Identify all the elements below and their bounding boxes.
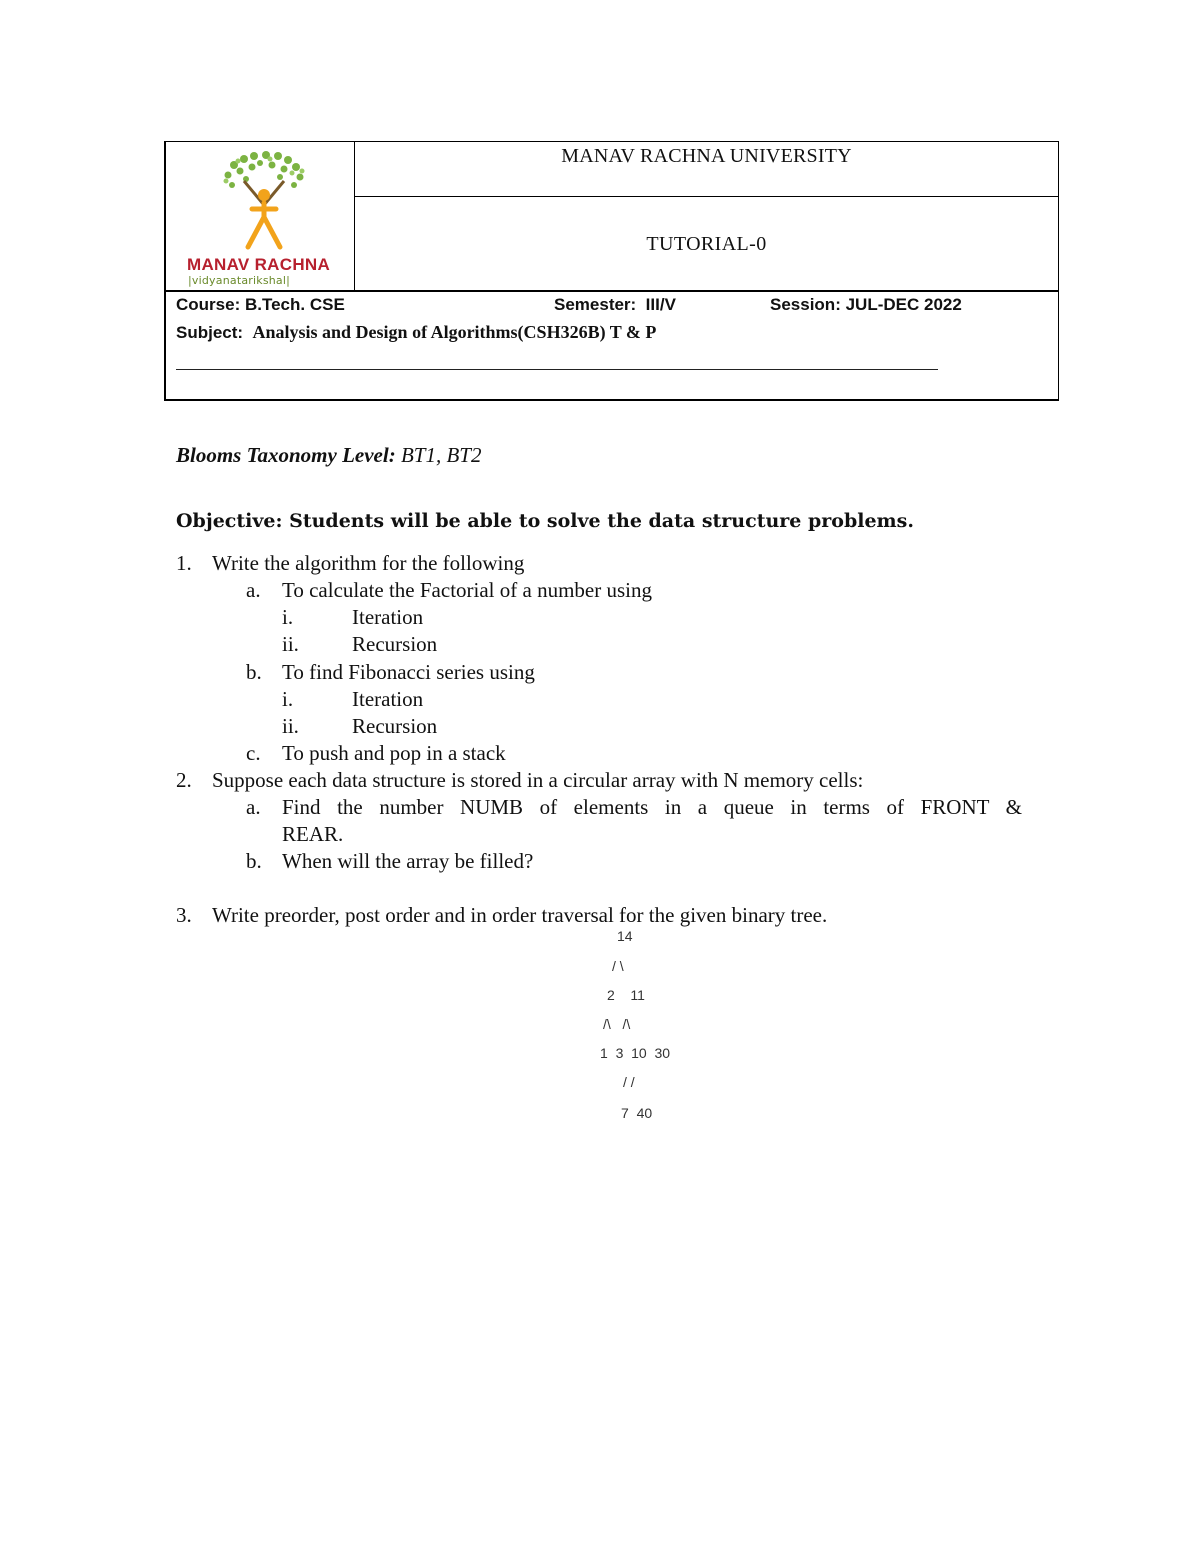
header-border-right xyxy=(1058,141,1059,401)
question-2a-number: a. xyxy=(246,795,261,819)
question-1a-text: To calculate the Factorial of a number using xyxy=(282,578,652,602)
subject-info xyxy=(176,322,656,343)
session-info xyxy=(770,295,962,315)
objective: Objective: Students will be able to solve the data structure problems. xyxy=(176,510,914,532)
question-1a-i-text: Iteration xyxy=(352,605,424,629)
question-3-text: Write preorder, post order and in order traversal for the given binary tree. xyxy=(212,903,828,927)
subject-value: Analysis and Design of Algorithms(CSH326B) T & P xyxy=(252,322,657,342)
course-value: B.Tech. CSE xyxy=(244,295,345,314)
header-border-left xyxy=(164,141,166,401)
blooms-label: Blooms Taxonomy Level: xyxy=(176,443,396,467)
question-1a-number: a. xyxy=(246,578,261,602)
binary-tree xyxy=(590,925,700,1125)
session-label: Session: xyxy=(770,295,841,314)
semester-value: III/V xyxy=(645,295,676,314)
semester-label: Semester: xyxy=(554,295,637,314)
course-label: Course: xyxy=(176,295,241,314)
tree-edge-3: / / xyxy=(623,1074,635,1090)
question-2-number: 2. xyxy=(176,768,192,792)
tree-edge-2: /\ /\ xyxy=(603,1016,631,1032)
question-1b-i-text: Iteration xyxy=(352,687,424,711)
course-info xyxy=(176,295,345,315)
university-logo xyxy=(182,147,352,289)
tree-edge-1: / \ xyxy=(612,958,624,974)
question-1a-ii-number: ii. xyxy=(282,632,299,656)
blooms-level xyxy=(176,443,481,468)
blooms-value: BT1, BT2 xyxy=(400,443,482,467)
tree-level-2: 2 11 xyxy=(607,987,645,1003)
question-2a-text-line1: Find the number NUMB of elements in a queue in terms of FRONT & xyxy=(282,795,1022,819)
header-border-top xyxy=(164,141,1059,142)
question-1-text: Write the algorithm for the following xyxy=(212,551,525,575)
question-1a-ii-text: Recursion xyxy=(352,632,438,656)
header-box xyxy=(164,141,1059,401)
header-divider-middle xyxy=(354,196,1059,197)
header-border-bottom xyxy=(164,399,1059,401)
question-1b-number: b. xyxy=(246,660,262,684)
question-1b-text: To find Fibonacci series using xyxy=(282,660,535,684)
question-1-number: 1. xyxy=(176,551,192,575)
tree-person-icon xyxy=(182,147,352,257)
university-title: MANAV RACHNA UNIVERSITY xyxy=(561,145,852,167)
question-3-number: 3. xyxy=(176,903,192,927)
question-2b-number: b. xyxy=(246,849,262,873)
question-1b-ii-text: Recursion xyxy=(352,714,438,738)
logo-name: MANAV RACHNA xyxy=(187,255,331,274)
tree-level-3: 1 3 10 30 xyxy=(600,1045,671,1061)
question-1b-ii-number: ii. xyxy=(282,714,299,738)
tree-level-4: 7 40 xyxy=(621,1105,653,1121)
tree-root: 14 xyxy=(617,928,633,944)
question-1a-i-number: i. xyxy=(282,605,294,629)
question-1b-i-number: i. xyxy=(282,687,294,711)
logo-tagline: |vidyanatarikshal| xyxy=(188,274,291,287)
tutorial-title: TUTORIAL-0 xyxy=(646,233,767,255)
header-divider-row xyxy=(164,290,1059,292)
question-1c-number: c. xyxy=(246,741,261,765)
semester-info xyxy=(554,295,676,315)
question-2-text: Suppose each data structure is stored in a circular array with N memory cells: xyxy=(212,768,864,792)
subject-underline xyxy=(176,369,938,370)
question-2b-text: When will the array be filled? xyxy=(282,849,534,873)
question-2a-text-line2: REAR. xyxy=(282,822,344,846)
session-value: JUL-DEC 2022 xyxy=(845,295,962,314)
question-1c-text: To push and pop in a stack xyxy=(282,741,506,765)
subject-label: Subject: xyxy=(176,323,244,342)
